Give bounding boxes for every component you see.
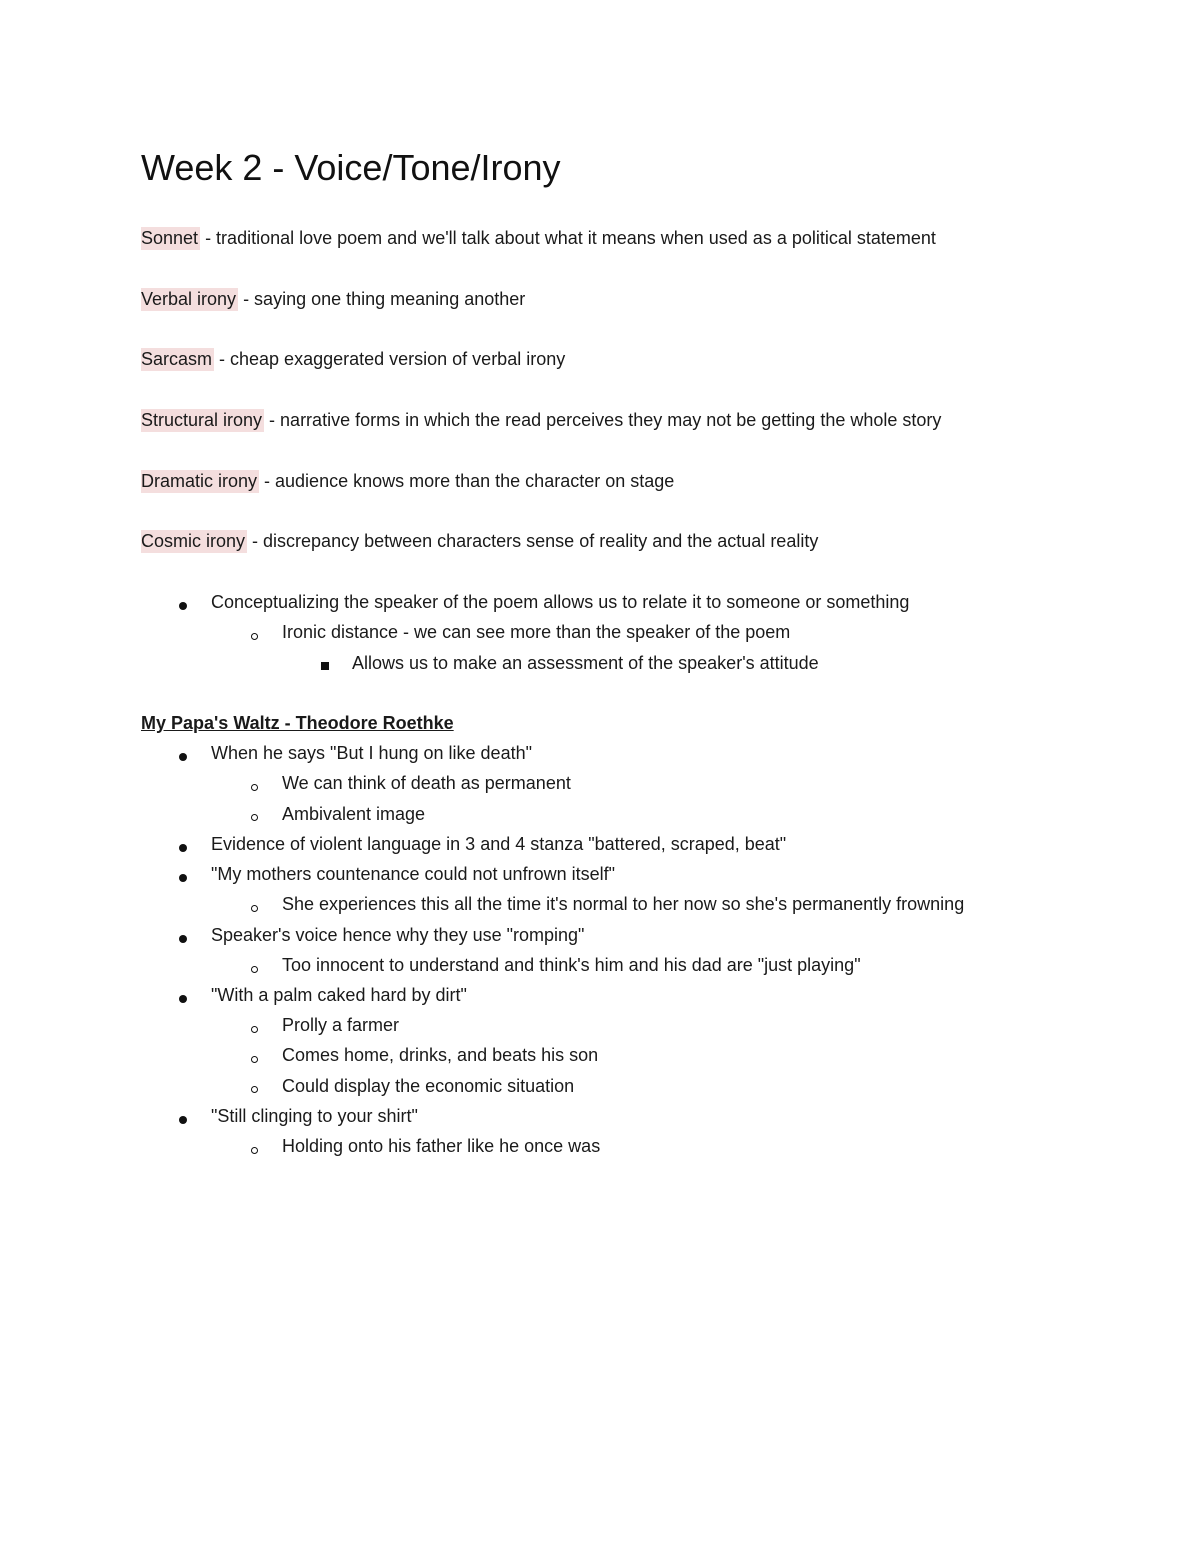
term-line-structural-irony <box>141 408 941 432</box>
bullet-dot-icon <box>168 839 198 857</box>
bullet-circle-icon <box>239 808 269 826</box>
term-definition: - traditional love poem and we'll talk about what it means when used as a political statement <box>200 228 936 248</box>
list-item: She experiences this all the time it's normal to her now so she's permanently frowning <box>282 894 965 914</box>
bullet-circle-icon <box>239 1080 269 1098</box>
list-item: Evidence of violent language in 3 and 4 stanza "battered, scraped, beat" <box>211 834 787 854</box>
bullet-circle-icon <box>239 1020 269 1038</box>
list-item: Conceptualizing the speaker of the poem allows us to relate it to someone or something <box>211 592 910 612</box>
bullet-circle-icon <box>239 778 269 796</box>
term-definition: - narrative forms in which the read perceives they may not be getting the whole story <box>264 410 942 430</box>
term-highlight: Structural irony <box>141 410 263 430</box>
bullet-dot-icon <box>168 597 198 615</box>
term-highlight: Dramatic irony <box>141 471 258 491</box>
term-line-sarcasm <box>141 347 565 371</box>
list-item: Ambivalent image <box>282 804 426 824</box>
term-definition: - cheap exaggerated version of verbal irony <box>214 349 566 369</box>
term-line-cosmic-irony <box>141 529 818 553</box>
term-line-verbal-irony <box>141 287 525 311</box>
term-definition: - saying one thing meaning another <box>238 289 526 309</box>
list-item: Speaker's voice hence why they use "romping" <box>211 925 585 945</box>
bullet-circle-icon <box>239 960 269 978</box>
bullet-circle-icon <box>239 1141 269 1159</box>
bullet-square-icon <box>310 657 340 675</box>
bullet-dot-icon <box>168 1111 198 1129</box>
term-line-dramatic-irony <box>141 469 674 493</box>
list-item: Could display the economic situation <box>282 1076 575 1096</box>
bullet-dot-icon <box>168 990 198 1008</box>
list-item: Allows us to make an assessment of the speaker's attitude <box>352 653 819 673</box>
bullet-circle-icon <box>239 899 269 917</box>
list-item: Comes home, drinks, and beats his son <box>282 1045 599 1065</box>
term-highlight: Sonnet <box>141 228 199 248</box>
term-definition: - audience knows more than the character on stage <box>259 471 675 491</box>
bullet-dot-icon <box>168 869 198 887</box>
list-item: "Still clinging to your shirt" <box>211 1106 418 1126</box>
page-title: Week 2 - Voice/Tone/Irony <box>141 147 561 188</box>
bullet-circle-icon <box>239 627 269 645</box>
term-line-sonnet <box>141 226 936 250</box>
bullet-dot-icon <box>168 748 198 766</box>
term-definition: - discrepancy between characters sense of reality and the actual reality <box>247 531 819 551</box>
bullet-dot-icon <box>168 930 198 948</box>
list-item: When he says "But I hung on like death" <box>211 743 532 763</box>
list-item: Prolly a farmer <box>282 1015 400 1035</box>
term-highlight: Verbal irony <box>141 289 237 309</box>
list-item: "My mothers countenance could not unfrown itself" <box>211 864 615 884</box>
term-highlight: Cosmic irony <box>141 531 246 551</box>
list-item: We can think of death as permanent <box>282 773 571 793</box>
list-item: Too innocent to understand and think's him and his dad are "just playing" <box>282 955 861 975</box>
poem-heading: My Papa's Waltz - Theodore Roethke <box>141 713 454 733</box>
list-item: Holding onto his father like he once was <box>282 1136 601 1156</box>
list-item: Ironic distance - we can see more than the speaker of the poem <box>282 622 791 642</box>
list-item: "With a palm caked hard by dirt" <box>211 985 467 1005</box>
term-highlight: Sarcasm <box>141 349 213 369</box>
bullet-circle-icon <box>239 1050 269 1068</box>
